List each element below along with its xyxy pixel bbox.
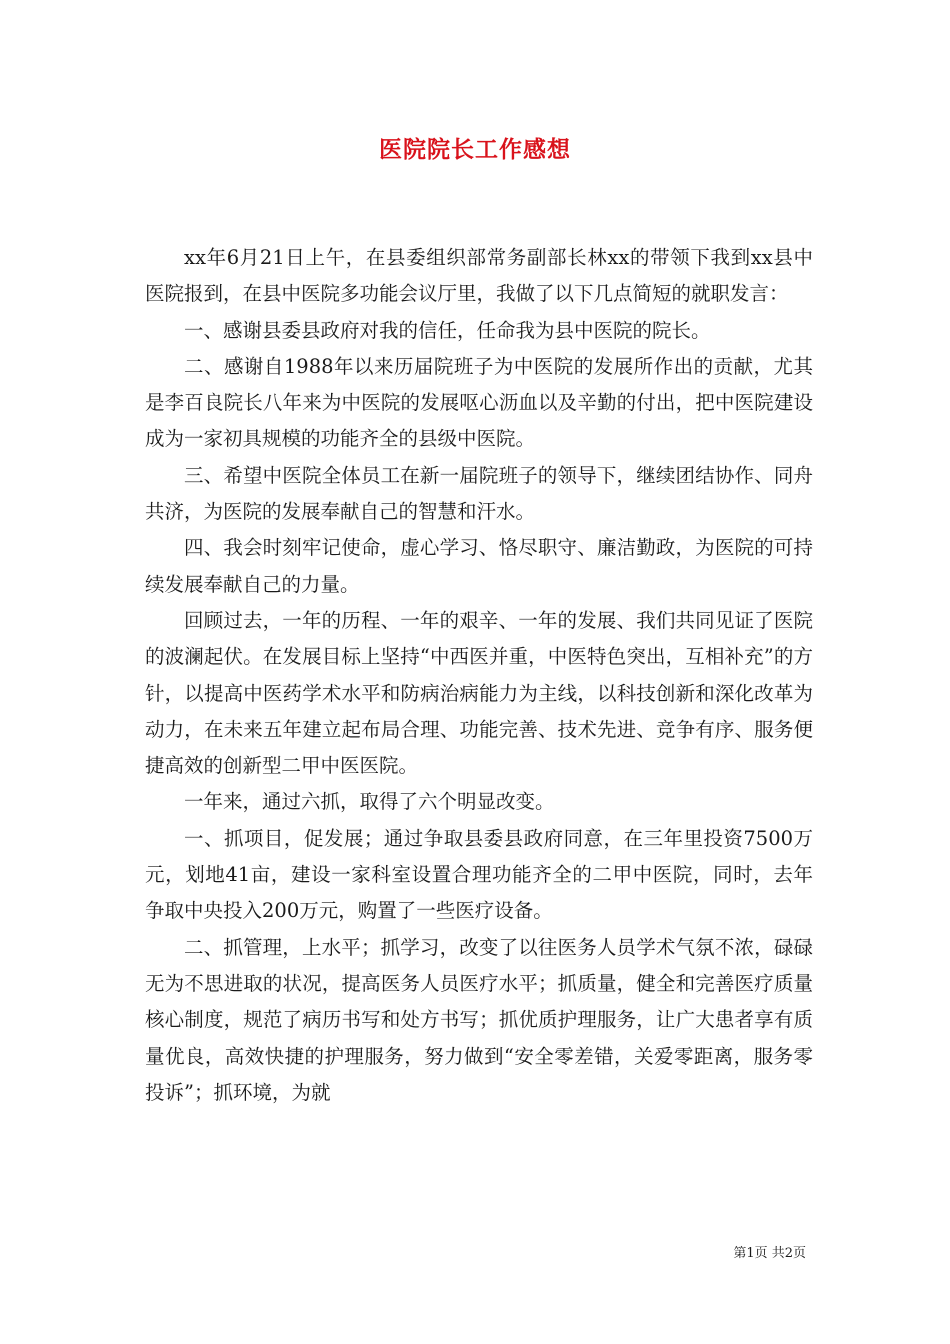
paragraph: 一年来，通过六抓，取得了六个明显改变。 (184, 790, 555, 814)
paragraph: 一、抓项目，促发展；通过争取县委县政府同意，在三年里投资7500万元，划地41亩，建设一家科室设置合理功能齐全的二甲中医院，同时，去年争取中央投入200万元，购置了一些医疗设备。 (145, 826, 813, 923)
paragraph: 回顾过去，一年的历程、一年的艰辛、一年的发展、我们共同见证了医院的波澜起伏。在发展目标上坚持“中西医并重，中医特色突出，互相补充”的方针，以提高中医药学术水平和防病治病能力为主线，以科技创新和深化改革为动力，在未来五年建立起布局合理、功能完善、技术先进、竞争有序、服务便捷高效的创新型二甲中医医院。 (145, 608, 813, 778)
paragraph: 一、感谢县委县政府对我的信任，任命我为县中医院的院长。 (184, 318, 711, 342)
paragraph: 二、感谢自1988年以来历届院班子为中医院的发展所作出的贡献，尤其是李百良院长八年来为中医院的发展呕心沥血以及辛勤的付出，把中医院建设成为一家初具规模的功能齐全的县级中医院。 (145, 354, 813, 451)
paragraph: xx年6月21日上午，在县委组织部常务副部长林xx的带领下我到xx县中医院报到，在县中医院多功能会议厅里，我做了以下几点简短的就职发言： (145, 246, 813, 306)
paragraph: 四、我会时刻牢记使命，虚心学习、恪尽职守、廉洁勤政，为医院的可持续发展奉献自己的力量。 (145, 536, 813, 596)
paragraph: 三、希望中医院全体员工在新一届院班子的领导下，继续团结协作、同舟共济，为医院的发展奉献自己的智慧和汗水。 (145, 463, 813, 524)
document-title: 医院院长工作感想 (379, 136, 571, 163)
document-body (145, 240, 813, 1111)
page-number-footer: 第1页 共2页 (733, 1246, 806, 1261)
paragraph: 二、抓管理，上水平；抓学习，改变了以往医务人员学术气氛不浓，碌碌无为不思进取的状况，提高医务人员医疗水平；抓质量，健全和完善医疗质量核心制度，规范了病历书写和处方书写；抓优质护理服务，让广大患者享有质量优良，高效快捷的护理服务，努力做到“安全零差错，关爱零距离，服务零投诉”；抓环境，为就 (145, 935, 813, 1104)
